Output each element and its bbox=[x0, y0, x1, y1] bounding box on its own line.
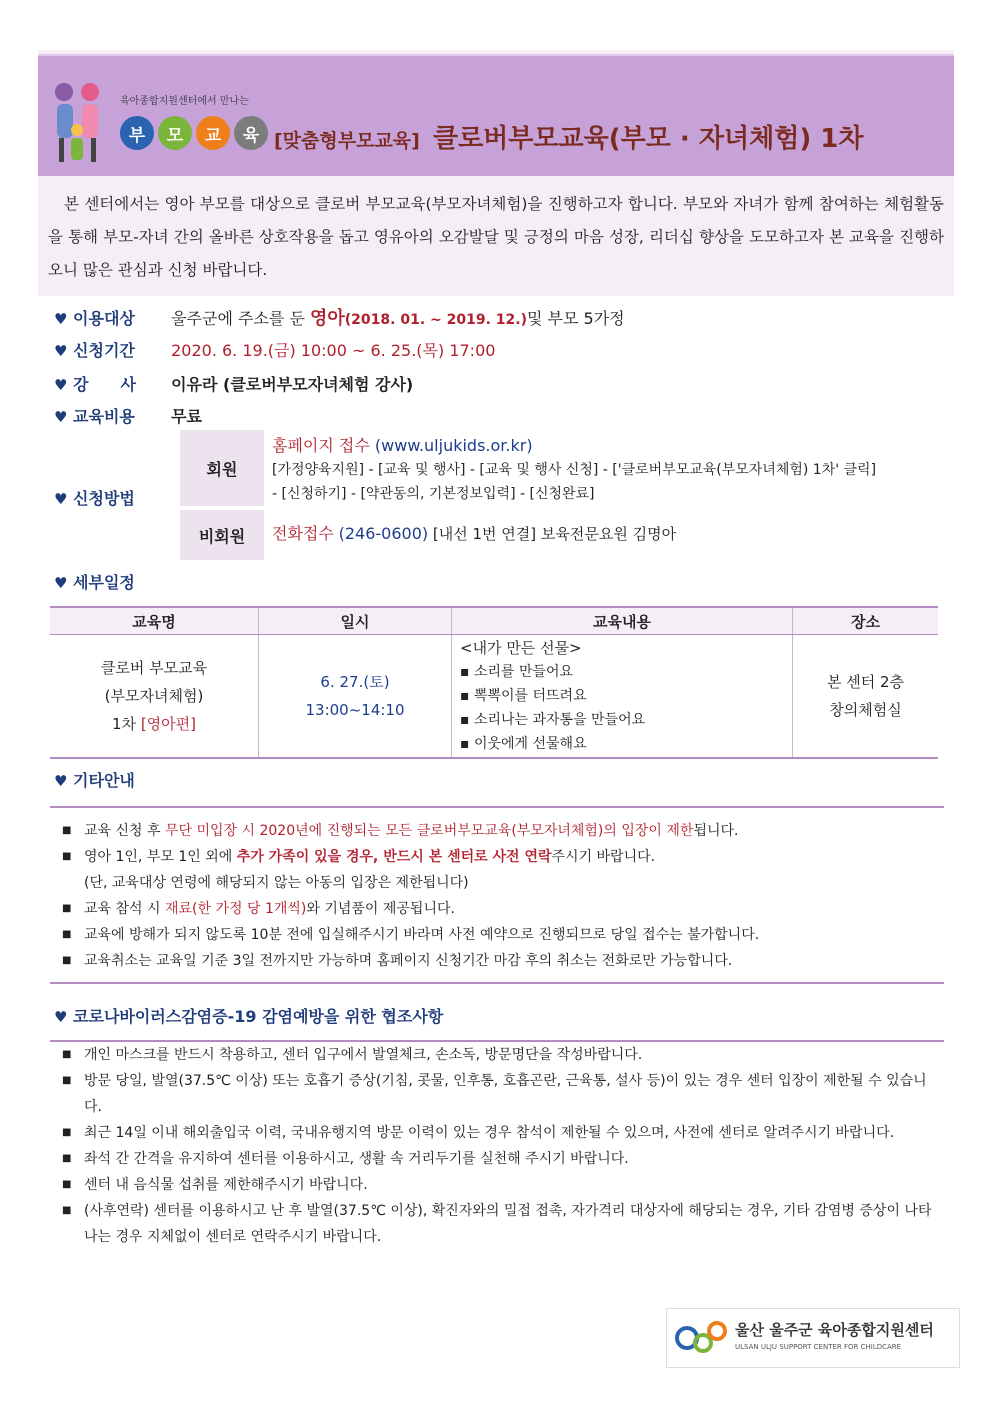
member-steps-1: [가정양육지원] - [교육 및 행사] - [교육 및 행사 신청] - ['클로버부모교육(부모자녀체험) 1차' 클릭] bbox=[272, 462, 877, 478]
program-badges bbox=[120, 116, 268, 150]
col-datetime: 일시 bbox=[259, 607, 452, 635]
etc-title: ♥ 기타안내 bbox=[54, 771, 135, 790]
label-lecturer: ♥ 강 사 bbox=[54, 375, 136, 394]
member-homepage: 홈페이지 접수 bbox=[272, 436, 370, 455]
table-row bbox=[50, 635, 938, 759]
list-item: ■ 센터 내 음식물 섭취를 제한해주시기 바랍니다. bbox=[62, 1172, 938, 1198]
badge-gyo: 교 bbox=[196, 116, 230, 150]
list-item: ■ 개인 마스크를 반드시 착용하고, 센터 입구에서 발열체크, 손소독, 방문명단을 작성바랍니다. bbox=[62, 1042, 938, 1068]
schedule-table bbox=[50, 606, 938, 759]
member-steps-2: - [신청하기] - [약관동의, 기본정보입력] - [신청완료] bbox=[272, 486, 595, 502]
etc-list bbox=[62, 818, 938, 974]
page-title bbox=[274, 118, 863, 155]
phone-number[interactable]: (246-0600) bbox=[338, 524, 429, 543]
divider bbox=[50, 982, 944, 984]
heart-icon: ♥ bbox=[54, 490, 68, 508]
badge-yuk: 육 bbox=[234, 116, 268, 150]
list-item: ■ 교육취소는 교육일 기준 3일 전까지만 가능하며 홈페이지 신청기간 마감 후의 취소는 전화로만 가능합니다. bbox=[62, 948, 938, 974]
label-target: ♥ 이용대상 bbox=[54, 309, 135, 328]
label-period: ♥ 신청기간 bbox=[54, 341, 135, 360]
heart-icon: ♥ bbox=[54, 1008, 68, 1026]
center-name-en: ULSAN ULJU SUPPORT CENTER FOR CHILDCARE bbox=[735, 1343, 902, 1351]
col-place: 장소 bbox=[793, 607, 939, 635]
homepage-link[interactable]: (www.uljukids.or.kr) bbox=[374, 436, 533, 455]
cell-datetime: 6. 27.(토) 13:00~14:10 bbox=[259, 635, 452, 759]
method-box bbox=[180, 430, 954, 560]
heart-icon: ♥ bbox=[54, 376, 68, 394]
intro-text: 본 센터에서는 영아 부모를 대상으로 클로버 부모교육(부모자녀체험)을 진행하고자 합니다. 부모와 자녀가 함께 참여하는 체험활동을 통해 부모-자녀 간의 올바른 상호작용을 돕고 영유아의 오감발달 및 긍정의 마음 성장, 리더십 향상을 도모하고자 본 교육을 진행하오니 많은 관심과 신청 바랍니다. bbox=[48, 195, 944, 279]
badge-bu: 부 bbox=[120, 116, 154, 150]
corona-title: ♥ 코로나바이러스감염증-19 감염예방을 위한 협조사항 bbox=[54, 1007, 444, 1026]
member-content bbox=[272, 434, 876, 506]
table-header-row bbox=[50, 607, 938, 635]
member-label: 회원 bbox=[180, 430, 264, 506]
heart-icon: ♥ bbox=[54, 772, 68, 790]
row-target bbox=[54, 304, 625, 330]
col-content: 교육내용 bbox=[452, 607, 793, 635]
nonmember-label: 비회원 bbox=[180, 510, 264, 560]
intro-paragraph bbox=[48, 188, 944, 287]
center-logo-icon bbox=[673, 1317, 729, 1359]
page bbox=[38, 50, 954, 1286]
header-banner bbox=[38, 54, 954, 176]
heart-icon: ♥ bbox=[54, 310, 68, 328]
list-item: ■ 교육 참석 시 재료(한 가정 당 1개씩)와 기념품이 제공됩니다. bbox=[62, 896, 938, 922]
schedule-title: ♥ 세부일정 bbox=[54, 573, 135, 592]
col-name: 교육명 bbox=[50, 607, 259, 635]
heart-icon: ♥ bbox=[54, 342, 68, 360]
list-item: ■ 교육에 방해가 되지 않도록 10분 전에 입실해주시기 바라며 사전 예약으로 진행되므로 당일 접수는 불가합니다. bbox=[62, 922, 938, 948]
list-item: ■ 영아 1인, 부모 1인 외에 추가 가족이 있을 경우, 반드시 본 센터로 사전 연락주시기 바랍니다. (단, 교육대상 연령에 해당되지 않는 아동의 입장은 제한됩니다) bbox=[62, 844, 938, 896]
list-item: ■ 교육 신청 후 무단 미입장 시 2020년에 진행되는 모든 클로버부모교육(부모자녀체험)의 입장이 제한됩니다. bbox=[62, 818, 938, 844]
heart-icon: ♥ bbox=[54, 574, 68, 592]
heart-icon: ♥ bbox=[54, 408, 68, 426]
info-panel bbox=[38, 296, 954, 1286]
label-fee: ♥ 교육비용 bbox=[54, 407, 135, 426]
row-method bbox=[54, 486, 166, 509]
value-fee: 무료 bbox=[171, 407, 203, 426]
row-lecturer bbox=[54, 372, 413, 395]
cell-place: 본 센터 2층 창의체험실 bbox=[793, 635, 939, 759]
title-prefix: [맞춤형부모교육] bbox=[274, 130, 420, 152]
center-name: 울산 울주군 육아종합지원센터 bbox=[735, 1321, 934, 1339]
cell-content: <내가 만든 선물> ▪ 소리를 만들어요 ▪ 뽁뽁이를 터뜨려요 ▪ 소리나는 과자통을 만들어요 ▪ 이웃에게 선물해요 bbox=[452, 635, 793, 759]
center-logo bbox=[666, 1308, 960, 1368]
value-lecturer: 이유라 (클로버부모자녀체험 강사) bbox=[171, 375, 414, 394]
row-period bbox=[54, 338, 495, 361]
badge-mo: 모 bbox=[158, 116, 192, 150]
nonmember-content: 전화접수 (246-0600) [내선 1번 연결] 보육전문요원 김명아 bbox=[272, 524, 677, 543]
divider bbox=[50, 806, 944, 808]
list-item: ■ 좌석 간 간격을 유지하여 센터를 이용하시고, 생활 속 거리두기를 실천해 주시기 바랍니다. bbox=[62, 1146, 938, 1172]
program-caption: 육아종합지원센터에서 만나는 bbox=[120, 96, 249, 107]
program-logo bbox=[50, 74, 260, 174]
row-fee bbox=[54, 404, 202, 427]
value-target: 울주군에 주소를 둔 영아(2018. 01. ~ 2019. 12.)및 부모 5가정 bbox=[171, 308, 625, 329]
list-item: ■ (사후연락) 센터를 이용하시고 난 후 발열(37.5℃ 이상), 확진자와의 밀접 접촉, 자가격리 대상자에 해당되는 경우, 기타 감염병 증상이 나타나는 경우 지체없이 센터로 연락주시기 바랍니다. bbox=[62, 1198, 938, 1250]
list-item: ■ 최근 14일 이내 해외출입국 이력, 국내유행지역 방문 이력이 있는 경우 참석이 제한될 수 있으며, 사전에 센터로 알려주시기 바랍니다. bbox=[62, 1120, 938, 1146]
list-item: ■ 방문 당일, 발열(37.5℃ 이상) 또는 호흡기 증상(기침, 콧물, 인후통, 호흡곤란, 근육통, 설사 등)이 있는 경우 센터 입장이 제한될 수 있습니다. bbox=[62, 1068, 938, 1120]
value-period: 2020. 6. 19.(금) 10:00 ~ 6. 25.(목) 17:00 bbox=[171, 341, 496, 360]
title-main: 클로버부모교육(부모 · 자녀체험) 1차 bbox=[432, 124, 864, 154]
corona-list bbox=[62, 1042, 938, 1250]
label-method: ♥ 신청방법 bbox=[54, 489, 135, 508]
family-icon bbox=[50, 78, 110, 168]
cell-name: 클로버 부모교육 (부모자녀체험) 1차 [영아편] bbox=[50, 635, 259, 759]
